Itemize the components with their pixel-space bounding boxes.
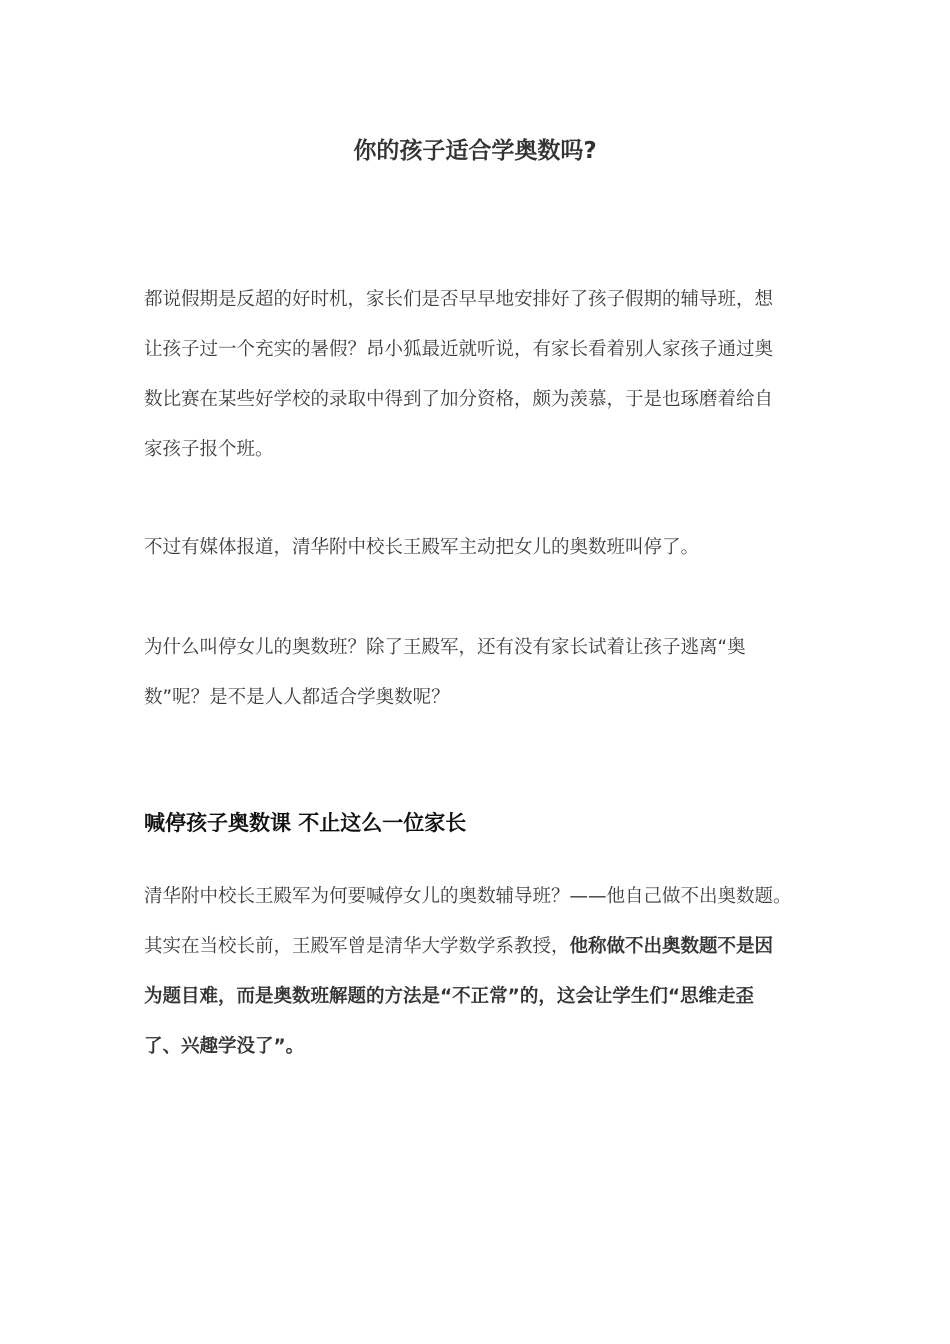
section-heading: 喊停孩子奥数课 不止这么一位家长 [144, 811, 467, 835]
paragraph-line: 让孩子过一个充实的暑假？昂小狐最近就听说，有家长看着别人家孩子通过奥 [144, 339, 774, 360]
paragraph-line: 为什么叫停女儿的奥数班？除了王殿军，还有没有家长试着让孩子逃离“奥 [144, 637, 746, 658]
principal-paragraph [144, 872, 816, 1072]
paragraph-line: 不过有媒体报道，清华附中校长王殿军主动把女儿的奥数班叫停了。 [144, 537, 700, 558]
article-title: 你的孩子适合学奥数吗? [353, 138, 597, 164]
bold-line: 了、兴趣学没了”。 [144, 1036, 305, 1057]
plain-text: 其实在当校长前，王殿军曾是清华大学数学系教授， [144, 936, 570, 957]
question-paragraph [144, 623, 804, 723]
paragraph-line: 数”呢？是不是人人都适合学奥数呢？ [144, 687, 450, 708]
paragraph-line: 清华附中校长王殿军为何要喊停女儿的奥数辅导班？——他自己做不出奥数题。 [144, 886, 792, 907]
paragraph-line: 数比赛在某些好学校的录取中得到了加分资格，颇为羡慕，于是也琢磨着给自 [144, 389, 774, 410]
bold-line: 为题目难，而是奥数班解题的方法是“不正常”的，这会让学生们“思维走歪 [144, 986, 754, 1007]
intro-paragraph [144, 275, 804, 475]
bold-text: 他称做不出奥数题不是因 [569, 936, 774, 957]
paragraph-line-mixed [144, 922, 816, 972]
media-report-paragraph [144, 523, 804, 573]
paragraph-line: 家孩子报个班。 [144, 439, 274, 460]
paragraph-line: 都说假期是反超的好时机，家长们是否早早地安排好了孩子假期的辅导班，想 [144, 289, 774, 310]
